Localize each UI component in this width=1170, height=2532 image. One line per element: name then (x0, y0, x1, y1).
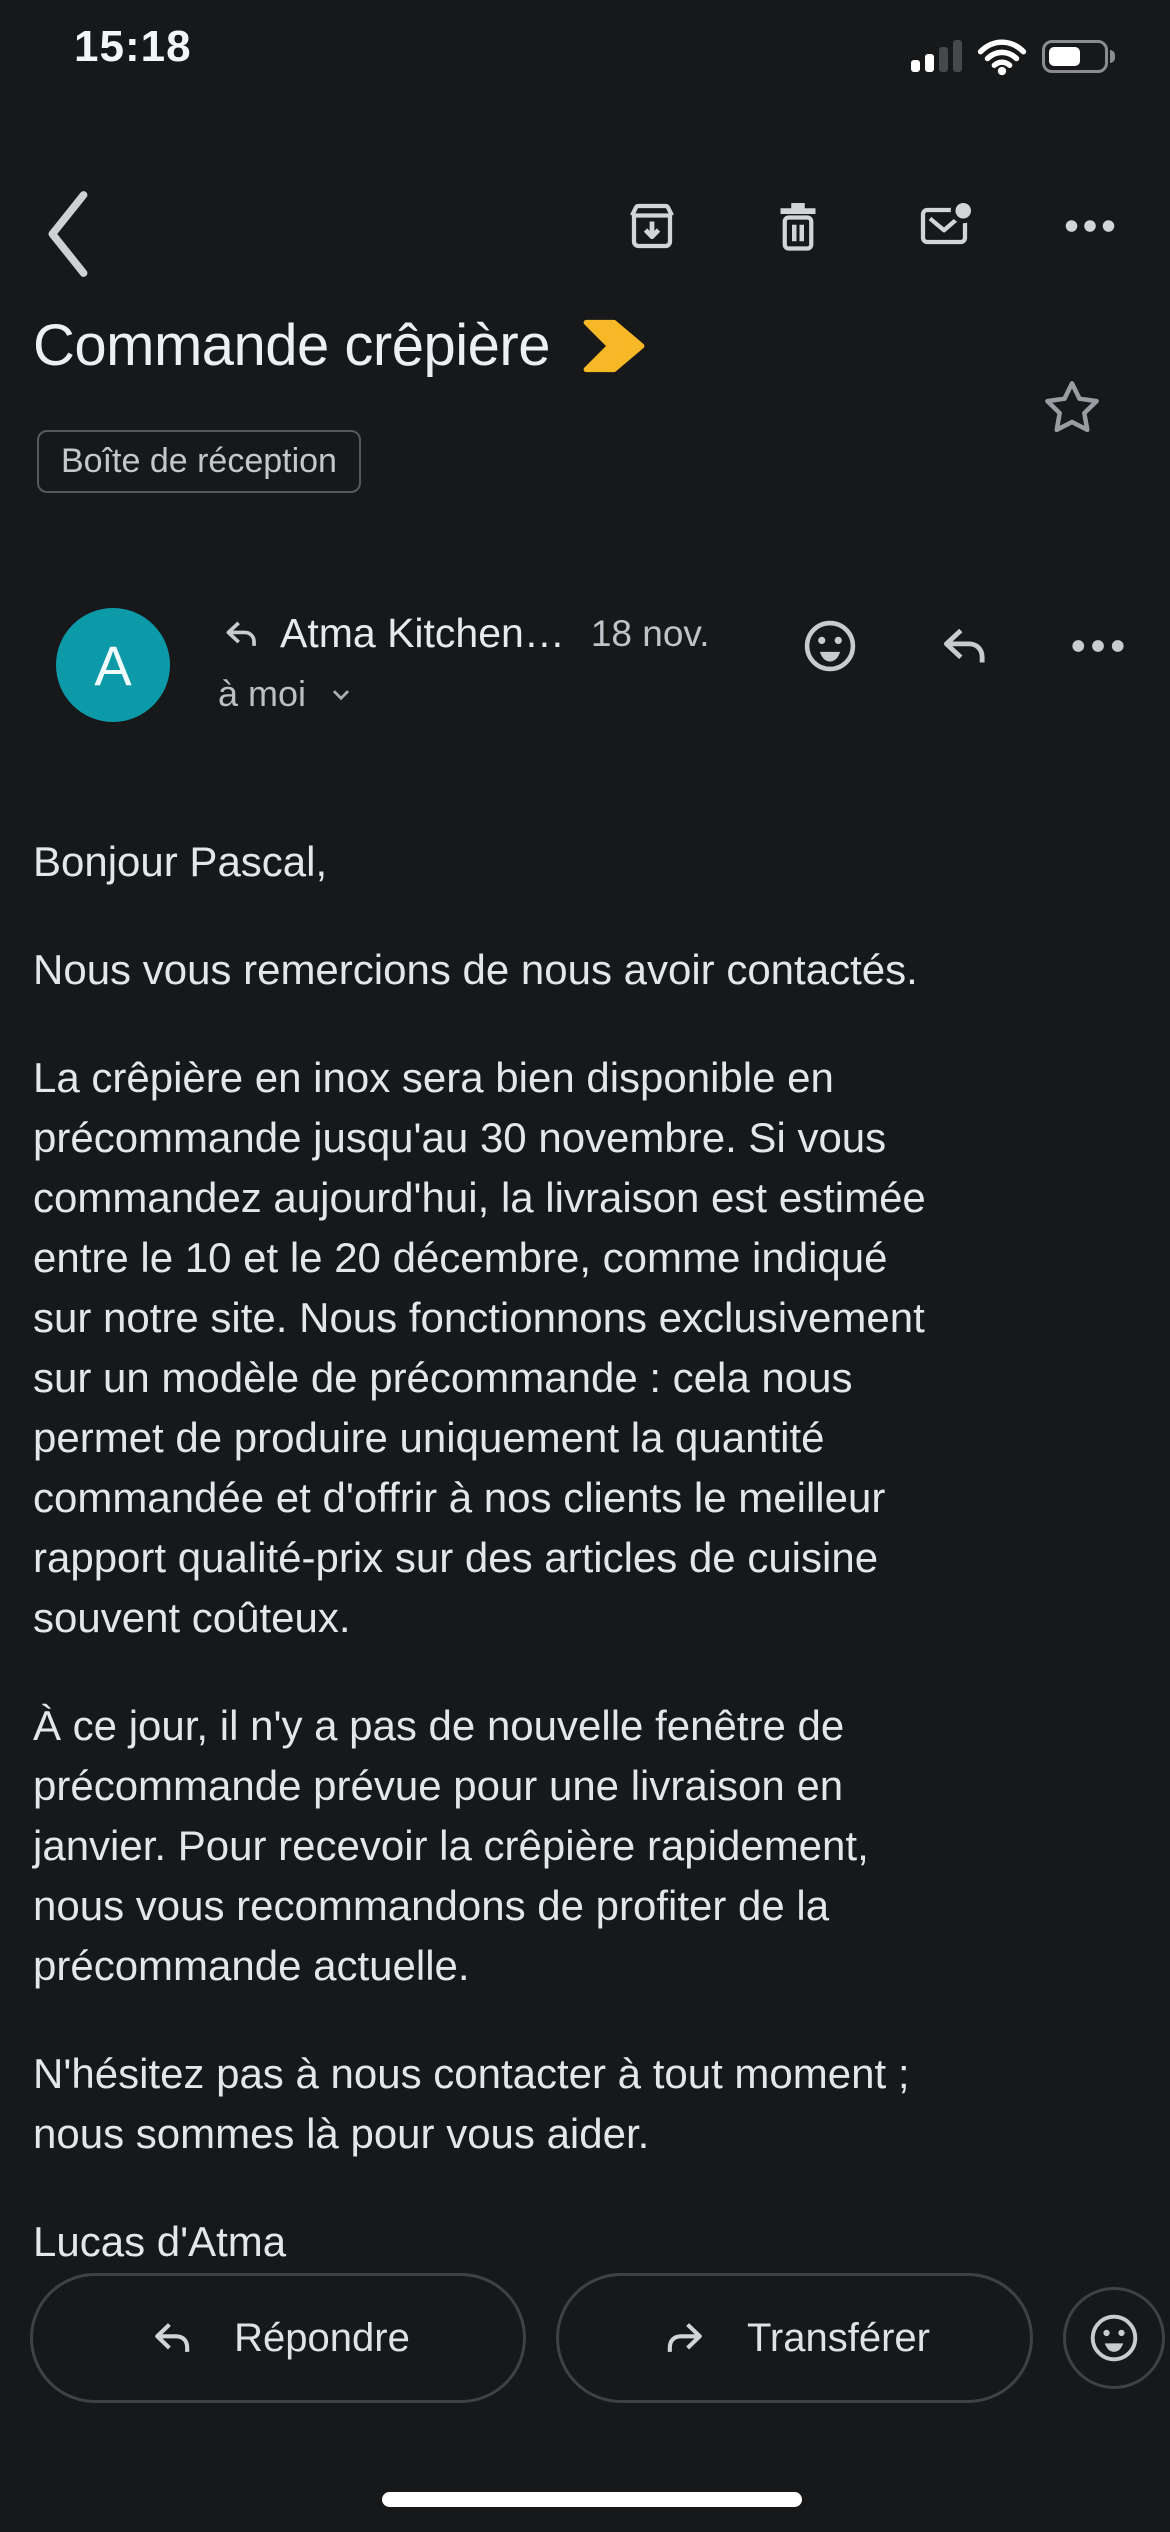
emoji-button-footer[interactable] (1063, 2287, 1165, 2389)
body-text-line: À ce jour, il n'y a pas de nouvelle fenêtre de (33, 1702, 845, 1749)
email-body (33, 832, 1150, 2320)
signal-strength-icon (911, 40, 962, 72)
reply-button-label: Répondre (234, 2315, 410, 2360)
body-text-line: Bonjour Pascal, (33, 838, 328, 885)
recipient-label: à moi (218, 673, 307, 714)
emoji-reaction-icon (798, 614, 862, 678)
more-button[interactable] (1060, 196, 1120, 256)
sender-actions (798, 614, 1130, 678)
toolbar-actions (622, 196, 1120, 256)
body-text-line: Nous vous remercions de nous avoir contactés. (33, 946, 918, 993)
body-text-line: sur un modèle de précommande : cela nous (33, 1354, 853, 1401)
inbox-label-chip[interactable]: Boîte de réception (37, 430, 361, 493)
email-paragraph (33, 2212, 1150, 2272)
body-text-line: nous vous recommandons de profiter de la (33, 1882, 830, 1929)
body-text-line: commandez aujourd'hui, la livraison est estimée (33, 1174, 926, 1221)
reply-arrow-icon (218, 611, 264, 657)
wifi-icon (975, 36, 1029, 76)
email-paragraph (33, 940, 1150, 1000)
emoji-icon (1085, 2309, 1143, 2367)
reply-button-footer[interactable] (30, 2273, 526, 2403)
trash-icon (768, 196, 828, 256)
email-date: 18 nov. (590, 612, 710, 654)
home-indicator[interactable] (382, 2492, 802, 2507)
body-text-line: précommande actuelle. (33, 1942, 470, 1989)
email-paragraph (33, 832, 1150, 892)
body-text-line: entre le 10 et le 20 décembre, comme indiqué (33, 1234, 888, 1281)
battery-icon (1042, 40, 1115, 73)
mark-unread-icon (914, 196, 974, 256)
star-outline-icon (1036, 372, 1108, 444)
message-more-button[interactable] (1066, 614, 1130, 678)
body-text-line: commandée et d'offrir à nos clients le meilleur (33, 1474, 886, 1521)
star-button[interactable] (1036, 372, 1108, 444)
body-text-line: permet de produire uniquement la quantité (33, 1414, 825, 1461)
delete-button[interactable] (768, 196, 828, 256)
back-button[interactable] (36, 186, 106, 286)
chevron-left-icon (36, 186, 106, 282)
more-icon (1066, 614, 1130, 678)
email-paragraph (33, 1048, 1150, 1648)
sender-info[interactable] (218, 610, 709, 715)
battery-fill (1049, 47, 1080, 66)
forward-button-label: Transférer (746, 2315, 930, 2360)
more-icon (1060, 196, 1120, 256)
archive-icon (622, 196, 682, 256)
body-text-line: N'hésitez pas à nous contacter à tout moment ; (33, 2050, 910, 2097)
archive-button[interactable] (622, 196, 682, 256)
mark-unread-button[interactable] (914, 196, 974, 256)
emoji-reaction-button[interactable] (798, 614, 862, 678)
body-text-line: nous sommes là pour vous aider. (33, 2110, 650, 2157)
forward-icon (659, 2312, 711, 2364)
sender-row (56, 606, 1130, 746)
body-text-line: sur notre site. Nous fonctionnons exclusivement (33, 1294, 925, 1341)
email-paragraph (33, 2044, 1150, 2164)
email-subject: Commande crêpière (33, 313, 550, 378)
body-text-line: janvier. Pour recevoir la crêpière rapidement, (33, 1822, 869, 1869)
email-paragraph (33, 1696, 1150, 1996)
forward-button-footer[interactable] (556, 2273, 1033, 2403)
body-text-line: rapport qualité-prix sur des articles de cuisine (33, 1534, 879, 1581)
status-time: 15:18 (74, 22, 192, 71)
body-text-line: précommande jusqu'au 30 novembre. Si vous (33, 1114, 887, 1161)
label-row (37, 430, 361, 493)
body-text-line: souvent coûteux. (33, 1594, 351, 1641)
sender-name: Atma Kitchen… (280, 610, 565, 656)
important-marker-icon (582, 318, 646, 374)
reply-button[interactable] (932, 614, 996, 678)
reply-icon (932, 614, 996, 678)
reply-icon (146, 2312, 198, 2364)
chevron-down-icon (324, 677, 358, 711)
sender-avatar[interactable]: A (56, 608, 170, 722)
body-text-line: La crêpière en inox sera bien disponible en (33, 1054, 834, 1101)
body-text-line: précommande prévue pour une livraison en (33, 1762, 844, 1809)
recipient-row[interactable] (218, 673, 709, 715)
subject-row (33, 312, 1020, 379)
body-text-line: Lucas d'Atma (33, 2218, 287, 2265)
status-icons (911, 34, 1115, 78)
